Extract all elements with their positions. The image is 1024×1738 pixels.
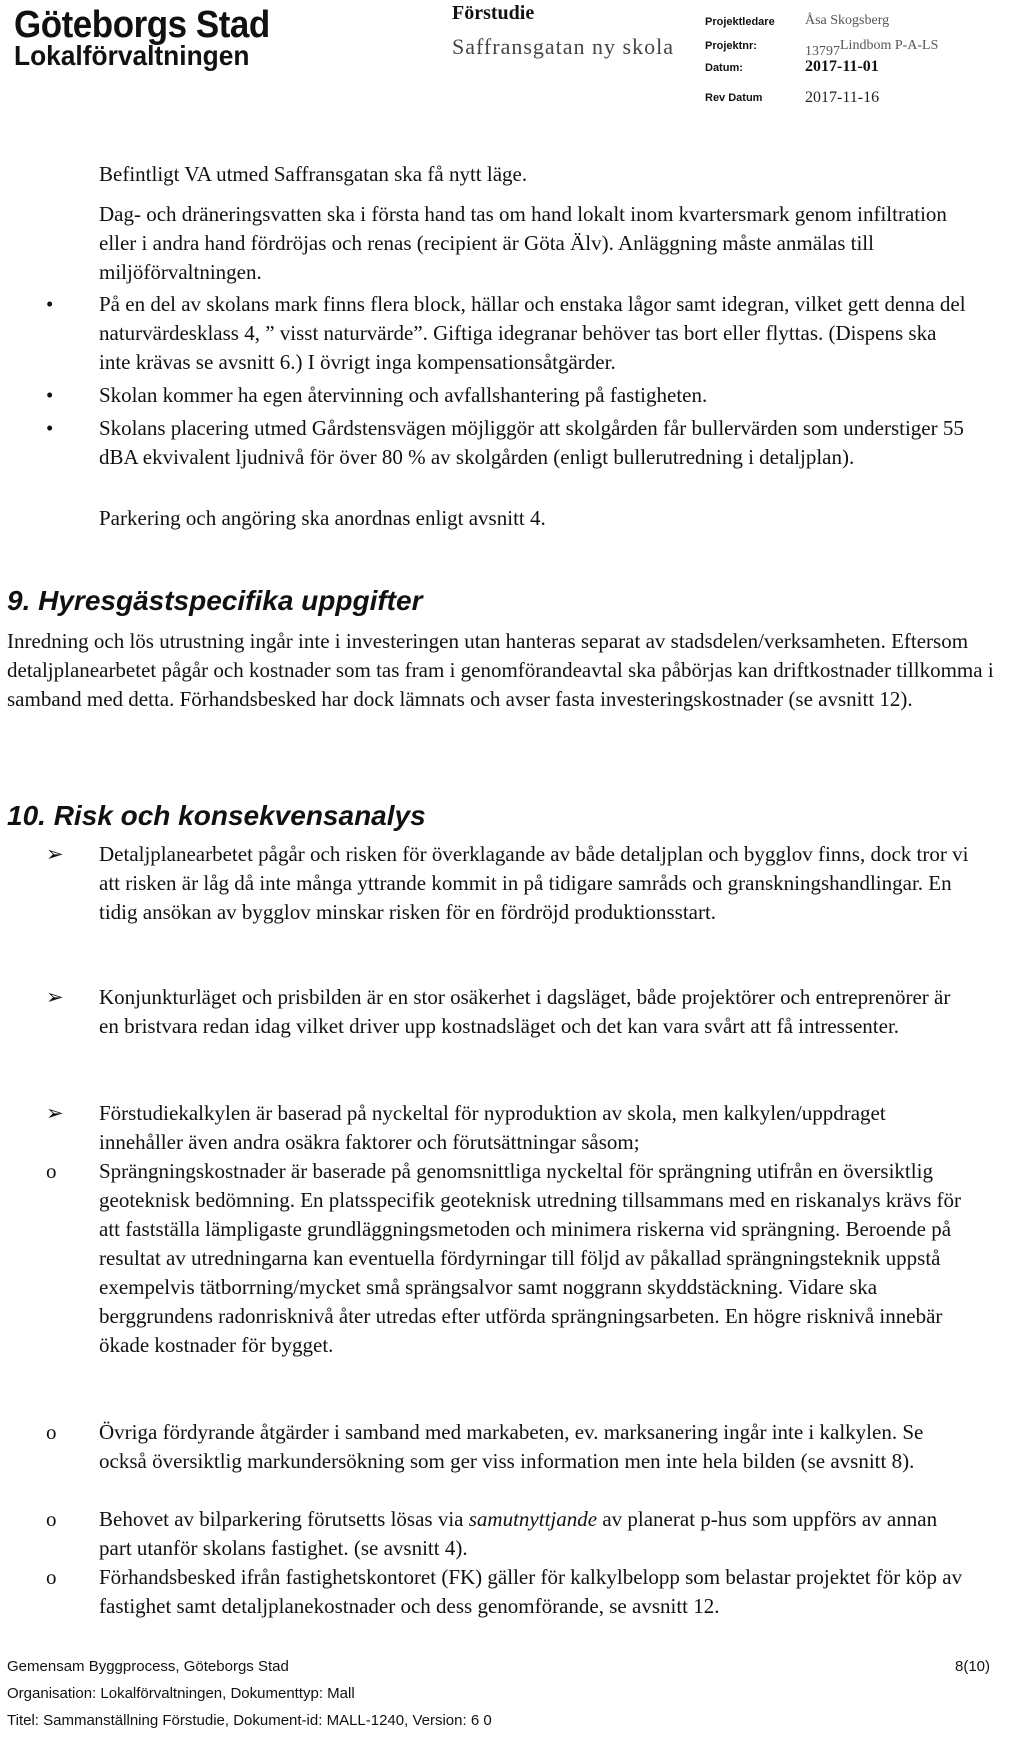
risk-sub-item-emphasis: samutnyttjande [468,1507,598,1531]
date-value: 2017-11-01 [805,58,879,75]
project-number-value: 13797 [805,44,840,59]
intro-paragraph-3: Parkering och angöring ska anordnas enligt avsnitt 4. [99,506,546,530]
section-9-body: Inredning och lös utrustning ingår inte i investeringen utan hanteras separat av stadsdelen/verksamheten. Eftersom detaljplanearbetet pågår och kostnader som tas fram i genomförandeavtal ska påbörjas kan driftkostnader tillkomma i samband med detta. Förhandsbesked har dock lämnats och avser fasta investeringskostnader (se avsnitt 12). [7,629,994,711]
circle-bullet-icon: o [46,1507,57,1531]
date-label: Datum: [705,62,743,74]
project-leader-value-2: Lindbom P-A-LS [840,38,939,53]
risk-item: Förstudiekalkylen är baserad på nyckeltal för nyproduktion av skola, men kalkylen/uppdraget innehåller även andra osäkra faktorer och förutsättningar såsom; [99,1101,886,1154]
org-unit: Lokalförvaltningen [14,40,250,71]
arrow-bullet-icon: ➢ [46,1101,64,1125]
bullet-item: På en del av skolans mark finns flera block, hällar och enstaka lågor samt idegran, vilket gett denna del naturvärdesklass 4, ” visst naturvärde”. Giftiga idegranar behöver tas bort eller flyttas. (Dispens ska inte krävas se avsnitt 6.) I övrigt inga kompensationsåtgärder. [99,292,966,374]
risk-sub-item: Övriga fördyrande åtgärder i samband med markabeten, ev. marksanering ingår inte i kalkylen. Se också översiktlig markundersökning som ger viss information men inte hela bilden (se avsnitt 8). [99,1420,924,1473]
risk-sub-item: Förhandsbesked ifrån fastighetskontoret (FK) gäller för kalkylbelopp som belastar projektet för köp av fastighet samt detaljplanekostnader och dess genomförande, se avsnitt 12. [99,1565,963,1618]
bullet-dot-icon: • [46,383,54,407]
rev-date-value: 2017-11-16 [805,89,880,106]
circle-bullet-icon: o [46,1565,57,1589]
risk-item: Detaljplanearbetet pågår och risken för överklagande av både detaljplan och bygglov finns, dock tror vi att risken är låg då inte många yttrande kommit in på tidigare samråds och granskningshandlingar. En tidig ansökan av bygglov minskar risken för en fördröjd produktionsstart. [99,842,969,924]
doc-type: Förstudie [452,2,535,24]
bullet-dot-icon: • [46,292,54,316]
risk-sub-item-text: Behovet av bilparkering förutsetts lösas via [99,1507,469,1531]
section-10-heading: 10. Risk och konsekvensanalys [7,800,426,831]
bullet-dot-icon: • [46,416,54,440]
circle-bullet-icon: o [46,1420,57,1444]
bullet-item: Skolans placering utmed Gårdstensvägen möjliggör att skolgården får bullervärden som understiger 55 dBA ekvivalent ljudnivå för över 80 % av skolgården (enligt bullerutredning i detaljplan). [99,416,964,469]
footer-organisation: Organisation: Lokalförvaltningen, Dokumenttyp: Mall [7,1685,355,1702]
risk-sub-item-text: av planerat p-hus som uppförs av annan part utanför skolans fastighet. (se avsnitt 4). [99,1507,938,1560]
project-number-label: Projektnr: [705,40,757,52]
section-9-heading: 9. Hyresgästspecifika uppgifter [7,585,423,616]
circle-bullet-icon: o [46,1159,57,1183]
arrow-bullet-icon: ➢ [46,985,64,1009]
risk-sub-item [99,1505,969,1563]
bullet-item: Skolan kommer ha egen återvinning och avfallshantering på fastigheten. [99,383,708,407]
risk-item: Konjunkturläget och prisbilden är en stor osäkerhet i dagsläget, både projektörer och entreprenörer är en bristvara redan idag vilket driver upp kostnadsläget och det kan vara svårt att få intressenter. [99,985,951,1038]
org-name: Göteborgs Stad [14,4,270,46]
rev-date-label: Rev Datum [705,92,763,104]
project-leader-value: Åsa Skogsberg [805,13,890,28]
project-name: Saffransgatan ny skola [452,34,674,59]
footer-title: Titel: Sammanställning Förstudie, Dokument-id: MALL-1240, Version: 6 0 [7,1712,492,1729]
project-leader-label: Projektledare [705,16,775,28]
intro-paragraph-2: Dag- och dräneringsvatten ska i första hand tas om hand lokalt inom kvartersmark genom infiltration eller i andra hand fördröjas och renas (recipient är Göta Älv). Anläggning måste anmälas till miljöförvaltningen. [99,202,947,284]
risk-sub-item: Sprängningskostnader är baserade på genomsnittliga nyckeltal för sprängning utifrån en översiktlig geoteknisk bedömning. En platsspecifik geoteknisk utredning tillsammans med en riskanalys krävs för att fastställa lämpligaste grundläggningsmetoden och minimera riskerna vid sprängning. Beroende på resultat av utredningarna kan eventuella fördyrningar till följd av påkallad sprängningsteknik uppstå exempelvis tätborrning/mycket små sprängsalvor samt noggrann skyddstäckning. Vidare ska berggrundens radonrisknivå åter utredas efter utförda sprängningsarbeten. En högre risknivå innebär ökade kostnader för bygget. [99,1159,961,1357]
arrow-bullet-icon: ➢ [46,842,64,866]
page-number: 8(10) [955,1658,991,1675]
footer-process: Gemensam Byggprocess, Göteborgs Stad [7,1658,289,1675]
intro-paragraph-1: Befintligt VA utmed Saffransgatan ska få nytt läge. [99,162,528,186]
